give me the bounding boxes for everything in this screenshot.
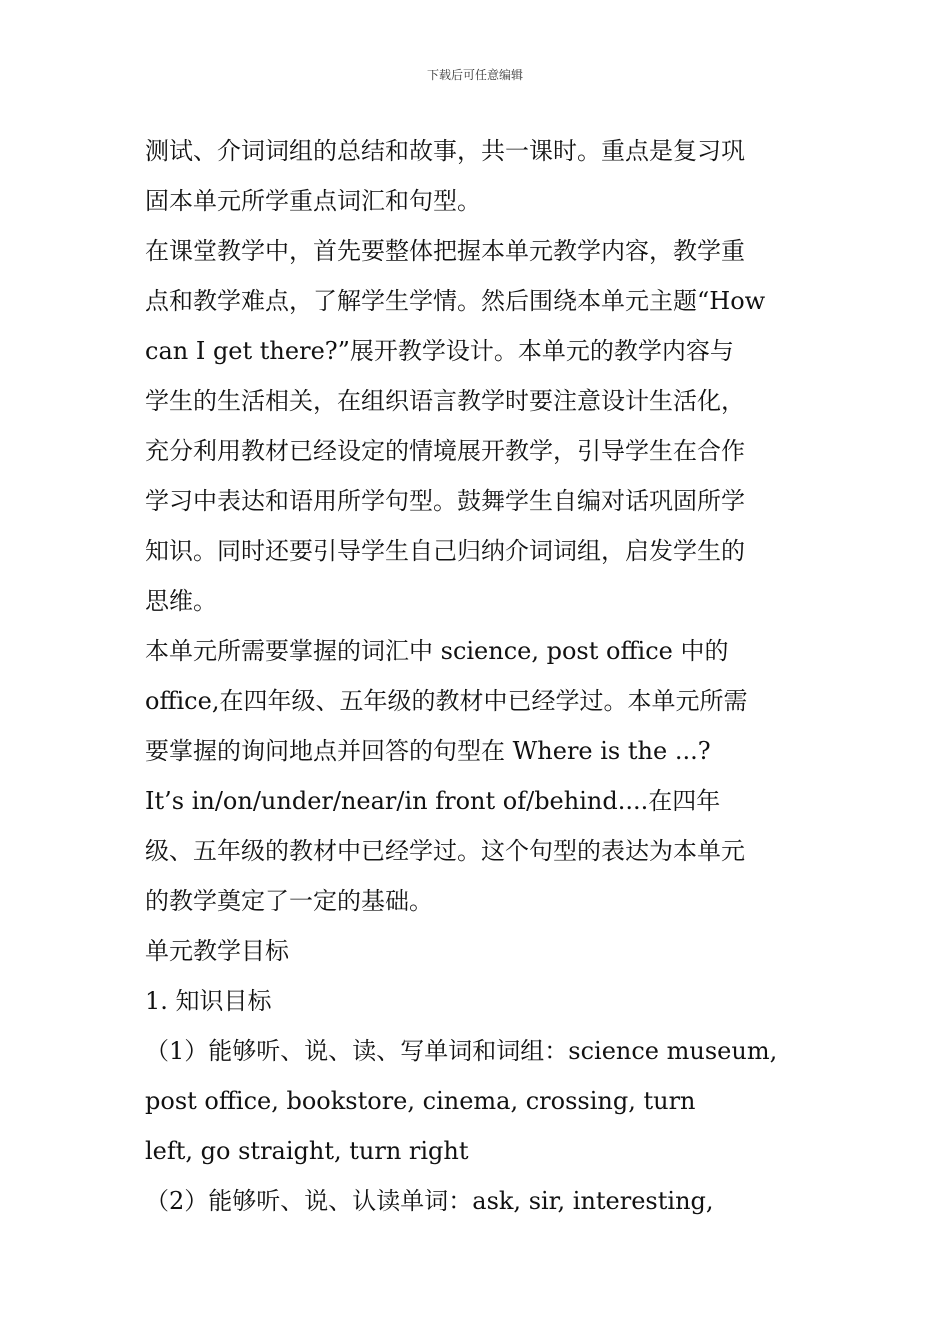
subsection-heading: 1. 知识目标 <box>145 987 272 1015</box>
text-line: left, go straight, turn right <box>145 1137 469 1165</box>
page-header: 下载后可任意编辑 <box>426 68 523 82</box>
text-line: 级、五年级的教材中已经学过。这个句型的表达为本单元 <box>145 837 745 865</box>
text-line: （2）能够听、说、认读单词：ask, sir, interesting, <box>145 1187 714 1215</box>
text-line: 的教学奠定了一定的基础。 <box>145 887 433 915</box>
text-line: 本单元所需要掌握的词汇中 science, post office 中的 <box>145 637 729 665</box>
text-line: office,在四年级、五年级的教材中已经学过。本单元所需 <box>145 687 748 715</box>
text-line: 点和教学难点，了解学生学情。然后围绕本单元主题“How <box>145 287 766 315</box>
text-line: 充分利用教材已经设定的情境展开教学，引导学生在合作 <box>145 437 745 465</box>
text-line: It’s in/on/under/near/in front of/behind....在四年 <box>145 787 721 815</box>
text-line: post office, bookstore, cinema, crossing, turn <box>145 1087 696 1115</box>
section-heading: 单元教学目标 <box>145 937 289 965</box>
text-line: 固本单元所学重点词汇和句型。 <box>145 187 481 215</box>
document-body <box>145 126 807 1226</box>
text-line: can I get there?”展开教学设计。本单元的教学内容与 <box>145 337 734 365</box>
text-line: 学生的生活相关，在组织语言教学时要注意设计生活化， <box>145 387 745 415</box>
text-line: 学习中表达和语用所学句型。鼓舞学生自编对话巩固所学 <box>145 487 745 515</box>
text-line: 思维。 <box>145 587 217 615</box>
text-line: （1）能够听、说、读、写单词和词组：science museum, <box>145 1037 778 1065</box>
text-line: 在课堂教学中，首先要整体把握本单元教学内容，教学重 <box>145 237 745 265</box>
text-line: 测试、介词词组的总结和故事，共一课时。重点是复习巩 <box>145 137 745 165</box>
text-line: 要掌握的询问地点并回答的句型在 Where is the ...? <box>145 737 711 765</box>
text-line: 知识。同时还要引导学生自己归纳介词词组，启发学生的 <box>145 537 745 565</box>
